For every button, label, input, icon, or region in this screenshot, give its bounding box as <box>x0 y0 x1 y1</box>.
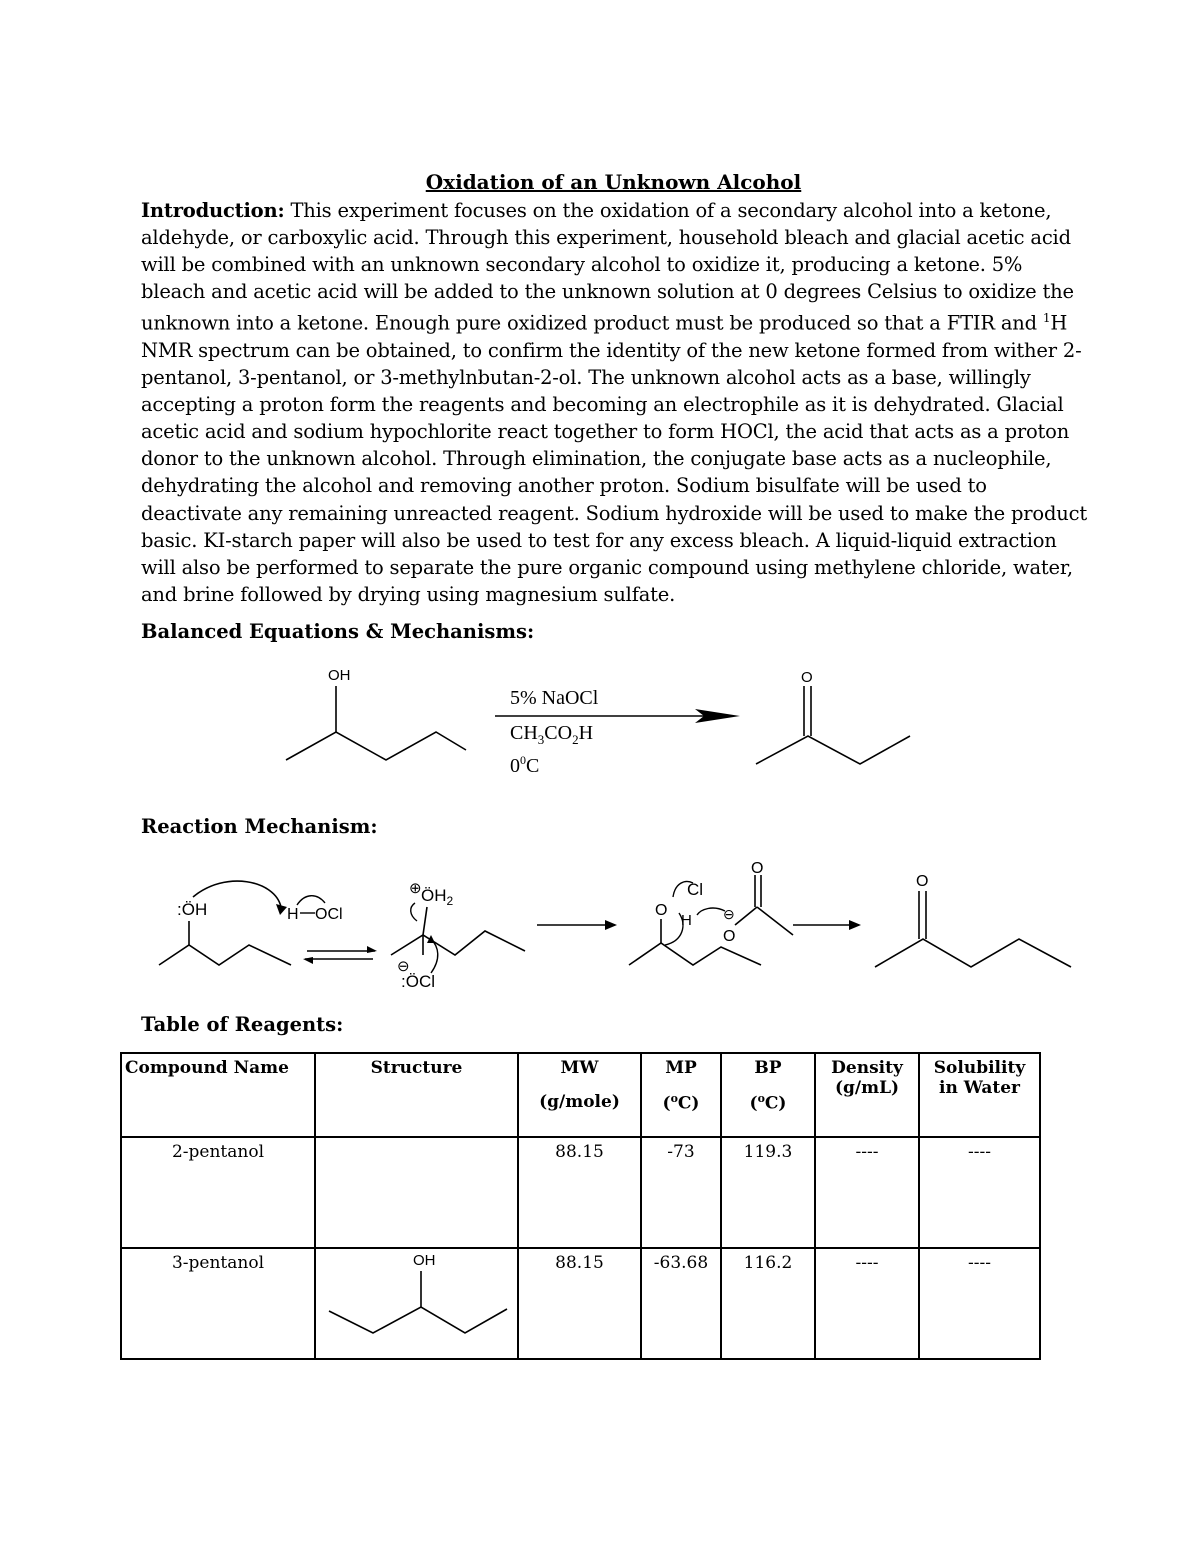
structure-cell <box>315 1248 518 1359</box>
mechanism-hydroxyl: :ÖH <box>177 900 208 919</box>
intermediate-oxygen: O <box>655 902 668 919</box>
document-title: Oxidation of an Unknown Alcohol <box>425 170 802 194</box>
3-pentanol-hydroxyl-label: OH <box>412 1252 435 1269</box>
table-of-reagents-heading: Table of Reagents: <box>141 1013 344 1036</box>
acetate-carbonyl-oxygen: O <box>751 860 764 877</box>
minus-charge-icon: ⊖ <box>397 958 410 975</box>
molecular-weight: 88.15 <box>518 1248 641 1359</box>
reagent-acetic-acid: $CH_3CO_2H$ <box>510 722 594 747</box>
product-carbonyl-oxygen: O <box>916 873 929 890</box>
mechanism-arrow-icon <box>605 920 617 930</box>
header-mw: MW (g/mole) <box>518 1053 641 1137</box>
boiling-point: 116.2 <box>721 1248 815 1359</box>
reaction-mechanism-diagram <box>145 855 1080 995</box>
reagents-table <box>120 1052 1041 1360</box>
carbonyl-oxygen-label: O <box>801 669 813 686</box>
acetate-oxygen: O <box>723 928 736 945</box>
melting-point: -73 <box>641 1137 721 1248</box>
introduction-paragraph <box>141 197 1089 608</box>
boiling-point: 119.3 <box>721 1137 815 1248</box>
solubility: ---- <box>919 1137 1040 1248</box>
header-compound-name: Compound Name <box>121 1053 315 1137</box>
molecular-weight: 88.15 <box>518 1137 641 1248</box>
introduction-label: Introduction: <box>141 199 285 222</box>
density: ---- <box>815 1248 919 1359</box>
intermediate-hydrogen: H <box>681 912 692 929</box>
header-solubility: Solubility in Water <box>919 1053 1040 1137</box>
melting-point: -63.68 <box>641 1248 721 1359</box>
introduction-text-continued: H NMR spectrum can be obtained, to confirm the identity of the new ketone formed from wither 2-pentanol, 3-pentanol, or 3-methylnbutan-2-ol. The unknown alcohol acts as a base, willingly accepting a proton form the reagents and becoming an electrophile as it is dehydrated. Glacial acetic acid and sodium hypochlorite react together to form HOCl, the acid that acts as a proton donor to the unknown alcohol. Through elimination, the conjugate base acts as a nucleophile, dehydrating the alcohol and removing another proton. Sodium bisulfate will be used to deactivate any remaining unreacted reagent. Sodium hydroxide will be used to make the product basic. KI-starch paper will also be used to test for any excess bleach. A liquid-liquid extraction will also be performed to separate the pure organic compound using methylene chloride, water, and brine followed by drying using magnesium sulfate. <box>141 311 1087 606</box>
header-density: Density (g/mL) <box>815 1053 919 1137</box>
reaction-temperature: $0^0C$ <box>510 753 540 777</box>
hypochlorous-hydrogen: H <box>287 906 299 923</box>
compound-name: 3-pentanol <box>121 1248 315 1359</box>
compound-name: 2-pentanol <box>121 1137 315 1248</box>
header-bp: BP ($^o$C) <box>721 1053 815 1137</box>
balanced-equation-diagram <box>280 660 920 780</box>
3-pentanol-structure-diagram <box>317 1249 517 1349</box>
hydroxyl-label: OH <box>328 667 351 684</box>
oxonium-label: $ÖH_2$ <box>421 886 454 908</box>
hypochlorite-label: :ÖCl <box>401 972 435 991</box>
introduction-text: This experiment focuses on the oxidation of a secondary alcohol into a ketone, aldehyde, or carboxylic acid. Through this experiment, household bleach and glacial acetic acid will be combined with an unknown secondary alcohol to oxidize it, producing a ketone. 5% bleach and acetic acid will be added to the unknown solution at 0 degrees Celsius to oxidize the unknown into a ketone. Enough pure oxidized product must be produced so that a FTIR and <box>141 199 1074 335</box>
plus-charge-icon: ⊕ <box>409 880 422 897</box>
header-mp: MP ($^o$C) <box>641 1053 721 1137</box>
header-structure: Structure <box>315 1053 518 1137</box>
table-row <box>121 1137 1040 1248</box>
mechanism-arrow-2-icon <box>849 920 861 930</box>
acetate-minus-icon: ⊖ <box>723 906 735 922</box>
table-header-row <box>121 1053 1040 1137</box>
structure-cell <box>315 1137 518 1248</box>
solubility: ---- <box>919 1248 1040 1359</box>
hypochlorous-ocl: OCl <box>315 906 343 923</box>
density: ---- <box>815 1137 919 1248</box>
balanced-equations-heading: Balanced Equations & Mechanisms: <box>141 620 535 643</box>
chlorine-label: Cl <box>687 880 704 899</box>
nmr-superscript: 1 <box>1042 311 1051 326</box>
reagent-naocl: 5% NaOCl <box>510 687 599 709</box>
reaction-mechanism-heading: Reaction Mechanism: <box>141 815 378 838</box>
table-row <box>121 1248 1040 1359</box>
